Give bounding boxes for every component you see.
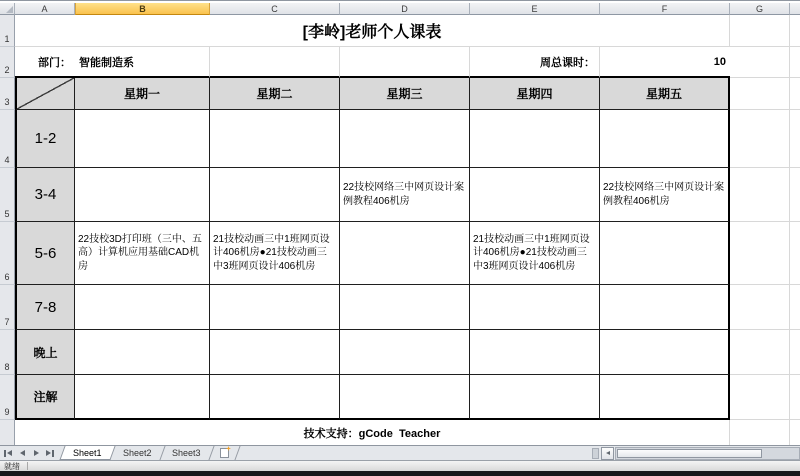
cell-E6[interactable]: 21技校动画三中1班网页设计406机房●21技校动画三中3班网页设计406机房 (470, 222, 600, 285)
cell-C2[interactable] (210, 47, 340, 78)
time-slot-1-2[interactable]: 1-2 (15, 110, 75, 168)
cell-F6[interactable] (600, 222, 730, 285)
cell-H9[interactable] (790, 375, 800, 420)
cell-D8[interactable] (340, 330, 470, 375)
tab-sheet2-label: Sheet2 (122, 448, 152, 458)
status-ready-text: 就绪 (4, 461, 20, 471)
weekly-hours-label-cell[interactable]: 周总课时： (470, 47, 600, 78)
scroll-left-button[interactable] (601, 447, 614, 460)
cell-G8[interactable] (730, 330, 790, 375)
cell-F7[interactable] (600, 285, 730, 330)
tab-sheet3[interactable] (160, 446, 215, 460)
cell-E4[interactable] (470, 110, 600, 168)
status-bar (0, 460, 800, 471)
day-header-tuesday[interactable]: 星期二 (210, 78, 340, 110)
cell-C9[interactable] (210, 375, 340, 420)
row-header-2[interactable]: 2 (0, 47, 15, 78)
cell-B6[interactable]: 22技校3D打印班（三中、五高）计算机应用基础CAD机房 (75, 222, 210, 285)
horizontal-scrollbar (592, 446, 800, 460)
cell-G4[interactable] (730, 110, 790, 168)
cell-C6[interactable]: 21技校动画三中1班网页设计406机房●21技校动画三中3班网页设计406机房 (210, 222, 340, 285)
cell-E9[interactable] (470, 375, 600, 420)
cell-F5[interactable]: 22技校网络三中网页设计案例教程406机房 (600, 168, 730, 222)
column-header-f[interactable]: F (600, 3, 730, 15)
cell-H4[interactable] (790, 110, 800, 168)
cell-G5[interactable] (730, 168, 790, 222)
time-slot-5-6[interactable]: 5-6 (15, 222, 75, 285)
cell-H6[interactable] (790, 222, 800, 285)
cell-C4[interactable] (210, 110, 340, 168)
row-header-10[interactable] (0, 420, 15, 445)
row-header-7[interactable]: 7 (0, 285, 15, 330)
cell-G3[interactable] (730, 78, 790, 110)
cell-B9[interactable] (75, 375, 210, 420)
cell-C5[interactable] (210, 168, 340, 222)
cell-H3[interactable] (790, 78, 800, 110)
scrollbar-track[interactable] (615, 447, 800, 460)
row-header-6[interactable]: 6 (0, 222, 15, 285)
row-header-3[interactable]: 3 (0, 78, 15, 110)
cell-H2[interactable] (790, 47, 800, 78)
cell-D9[interactable] (340, 375, 470, 420)
diagonal-corner-cell[interactable] (15, 78, 75, 110)
day-header-friday[interactable]: 星期五 (600, 78, 730, 110)
cell-H10[interactable] (790, 420, 800, 445)
tab-bar-spacer (238, 446, 592, 460)
cell-D5[interactable]: 22技校网络三中网页设计案例教程406机房 (340, 168, 470, 222)
row-header-8[interactable]: 8 (0, 330, 15, 375)
column-header-g[interactable]: G (730, 3, 790, 15)
cell-D2[interactable] (340, 47, 470, 78)
tab-split-handle[interactable] (592, 448, 599, 459)
tab-sheet1[interactable] (59, 446, 115, 460)
cell-F4[interactable] (600, 110, 730, 168)
select-all-button[interactable] (0, 3, 15, 15)
cell-B4[interactable] (75, 110, 210, 168)
sheet-tabs (62, 446, 238, 460)
cell-G7[interactable] (730, 285, 790, 330)
column-header-c[interactable]: C (210, 3, 340, 15)
column-header-bar (0, 3, 800, 15)
cell-H1[interactable] (790, 15, 800, 47)
time-slot-notes[interactable]: 注解 (15, 375, 75, 420)
column-header-a[interactable]: A (15, 3, 75, 15)
column-header-partial[interactable] (790, 3, 800, 15)
cell-G10[interactable] (730, 420, 790, 445)
cell-D6[interactable] (340, 222, 470, 285)
cell-G6[interactable] (730, 222, 790, 285)
cell-G1[interactable] (730, 15, 790, 47)
cell-H5[interactable] (790, 168, 800, 222)
day-header-thursday[interactable]: 星期四 (470, 78, 600, 110)
cell-H8[interactable] (790, 330, 800, 375)
cell-D7[interactable] (340, 285, 470, 330)
tab-sheet3-label: Sheet3 (172, 448, 201, 458)
cell-F9[interactable] (600, 375, 730, 420)
time-slot-3-4[interactable]: 3-4 (15, 168, 75, 222)
tab-sheet2[interactable] (110, 446, 165, 460)
cell-D4[interactable] (340, 110, 470, 168)
new-sheet-icon (220, 448, 229, 458)
status-divider (27, 462, 28, 470)
cell-H7[interactable] (790, 285, 800, 330)
spreadsheet-grid (0, 15, 800, 445)
time-slot-7-8[interactable]: 7-8 (15, 285, 75, 330)
time-slot-evening[interactable]: 晚上 (15, 330, 75, 375)
tech-support-cell[interactable]: 技术支持：gCode Teacher (15, 420, 730, 445)
sheet-title-cell[interactable]: [李岭]老师个人课表 (15, 15, 730, 47)
day-header-wednesday[interactable]: 星期三 (340, 78, 470, 110)
cell-B7[interactable] (75, 285, 210, 330)
dept-value-cell[interactable]: 智能制造系 (75, 47, 210, 78)
column-header-e[interactable]: E (470, 3, 600, 15)
cell-F8[interactable] (600, 330, 730, 375)
cell-E7[interactable] (470, 285, 600, 330)
dept-label-cell[interactable]: 部门： (15, 47, 75, 78)
scrollbar-thumb[interactable] (617, 449, 762, 458)
next-sheet-button[interactable] (31, 446, 41, 460)
cell-E8[interactable] (470, 330, 600, 375)
column-header-d[interactable]: D (340, 3, 470, 15)
cell-B5[interactable] (75, 168, 210, 222)
last-sheet-button[interactable] (45, 446, 55, 460)
weekly-hours-value-cell[interactable]: 10 (600, 47, 730, 78)
cell-G2[interactable] (730, 47, 790, 78)
insert-worksheet-button[interactable] (209, 446, 240, 460)
day-header-monday[interactable]: 星期一 (75, 78, 210, 110)
tab-sheet1-label: Sheet1 (73, 447, 102, 458)
row-header-4[interactable]: 4 (0, 110, 15, 168)
cell-C7[interactable] (210, 285, 340, 330)
first-sheet-button[interactable] (3, 446, 13, 460)
cell-E5[interactable] (470, 168, 600, 222)
previous-sheet-button[interactable] (17, 446, 27, 460)
cell-C8[interactable] (210, 330, 340, 375)
sheet-tab-bar (0, 445, 800, 460)
cell-G9[interactable] (730, 375, 790, 420)
row-header-5[interactable]: 5 (0, 168, 15, 222)
row-header-9[interactable]: 9 (0, 375, 15, 420)
cell-B8[interactable] (75, 330, 210, 375)
column-header-b-selected[interactable]: B (75, 3, 210, 15)
window-bottom-edge (0, 471, 800, 476)
tab-nav-buttons (0, 446, 58, 460)
row-header-1[interactable]: 1 (0, 15, 15, 47)
